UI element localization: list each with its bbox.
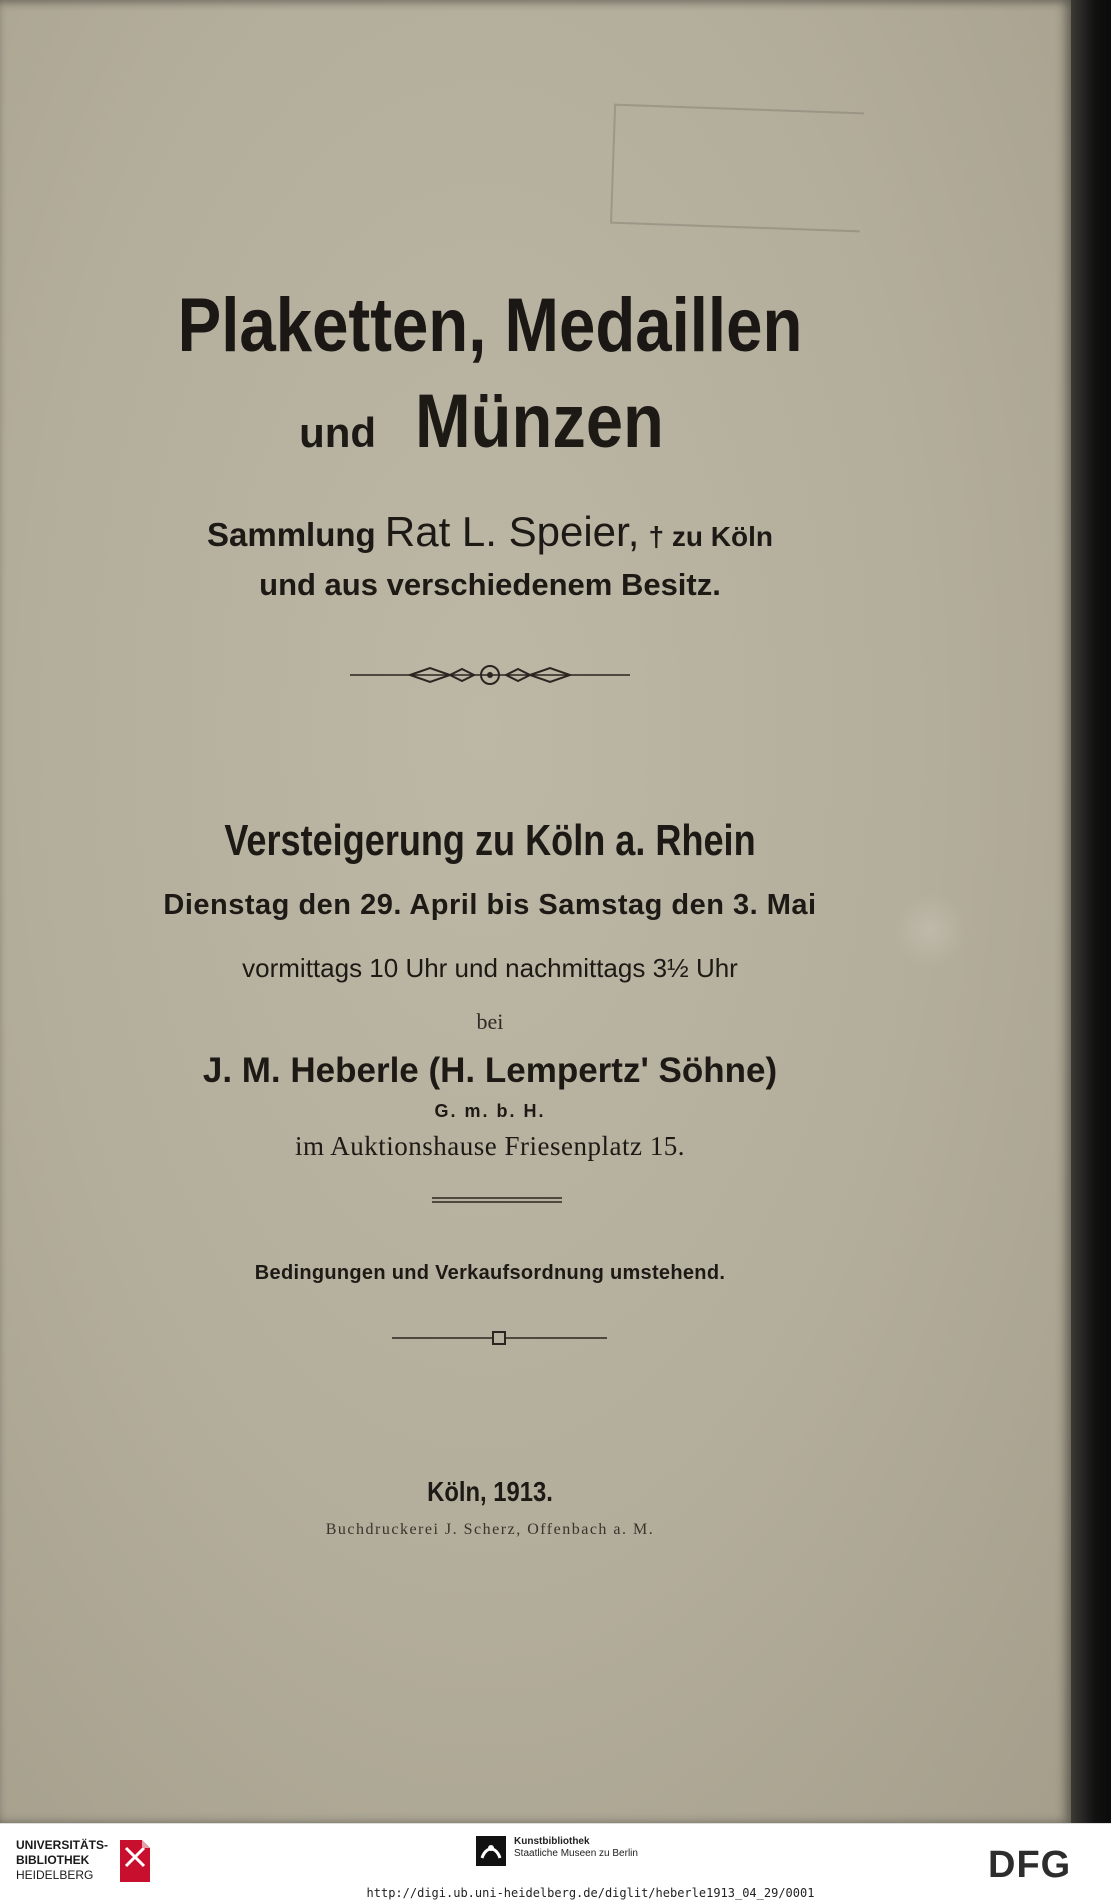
auction-address: im Auktionshause Friesenplatz 15.	[295, 1131, 685, 1161]
title-line-2	[40, 378, 940, 465]
kunstbibliothek-icon	[476, 1836, 506, 1866]
square-ornament-divider	[392, 1328, 607, 1348]
company-form: G. m. b. H.	[434, 1101, 546, 1121]
kunstbibliothek-logo[interactable]	[514, 1836, 638, 1860]
scan-edge	[1071, 0, 1111, 1823]
kb-line-1: Kunstbibliothek	[514, 1836, 590, 1847]
viewer-footer	[0, 1823, 1111, 1903]
dfg-logo[interactable]: DFG	[988, 1844, 1072, 1886]
university-line-3: HEIDELBERG	[16, 1868, 94, 1882]
title-und: und	[299, 409, 377, 456]
kb-line-2: Staatliche Museen zu Berlin	[514, 1848, 638, 1859]
title-line-1: Plaketten, Medaillen	[177, 283, 803, 368]
place-year: Köln, 1913.	[427, 1476, 553, 1507]
auction-at: bei	[476, 1009, 504, 1034]
provenance-line: und aus verschiedenem Besitz.	[259, 567, 721, 602]
library-stamp	[610, 104, 864, 233]
printer-imprint: Buchdruckerei J. Scherz, Offenbach a. M.	[325, 1521, 655, 1538]
auction-times: vormittags 10 Uhr und nachmittags 3½ Uhr	[242, 953, 738, 983]
auction-dates: Dienstag den 29. April bis Samstag den 3. Mai	[163, 889, 817, 921]
ornament-divider	[350, 660, 630, 690]
auction-house: J. M. Heberle (H. Lempertz' Söhne)	[202, 1051, 778, 1090]
university-emblem-icon	[118, 1838, 152, 1884]
university-line-1: UNIVERSITÄTS-	[16, 1838, 109, 1852]
conditions-note: Bedingungen und Verkaufsordnung umstehend.	[254, 1262, 726, 1284]
title-muenzen: Münzen	[415, 379, 664, 464]
university-library-logo[interactable]	[16, 1838, 108, 1883]
university-line-2: BIBLIOTHEK	[16, 1853, 90, 1867]
collection-name: Rat L. Speier,	[384, 508, 640, 555]
permalink-url[interactable]: http://digi.ub.uni-heidelberg.de/diglit/heberle1913_04_29/0001	[366, 1886, 815, 1900]
collection-line	[0, 508, 980, 556]
double-rule-divider	[432, 1195, 562, 1205]
collection-post: † zu Köln	[648, 521, 773, 552]
auction-title: Versteigerung zu Köln a. Rhein	[224, 816, 756, 865]
collection-pre: Sammlung	[207, 516, 376, 553]
